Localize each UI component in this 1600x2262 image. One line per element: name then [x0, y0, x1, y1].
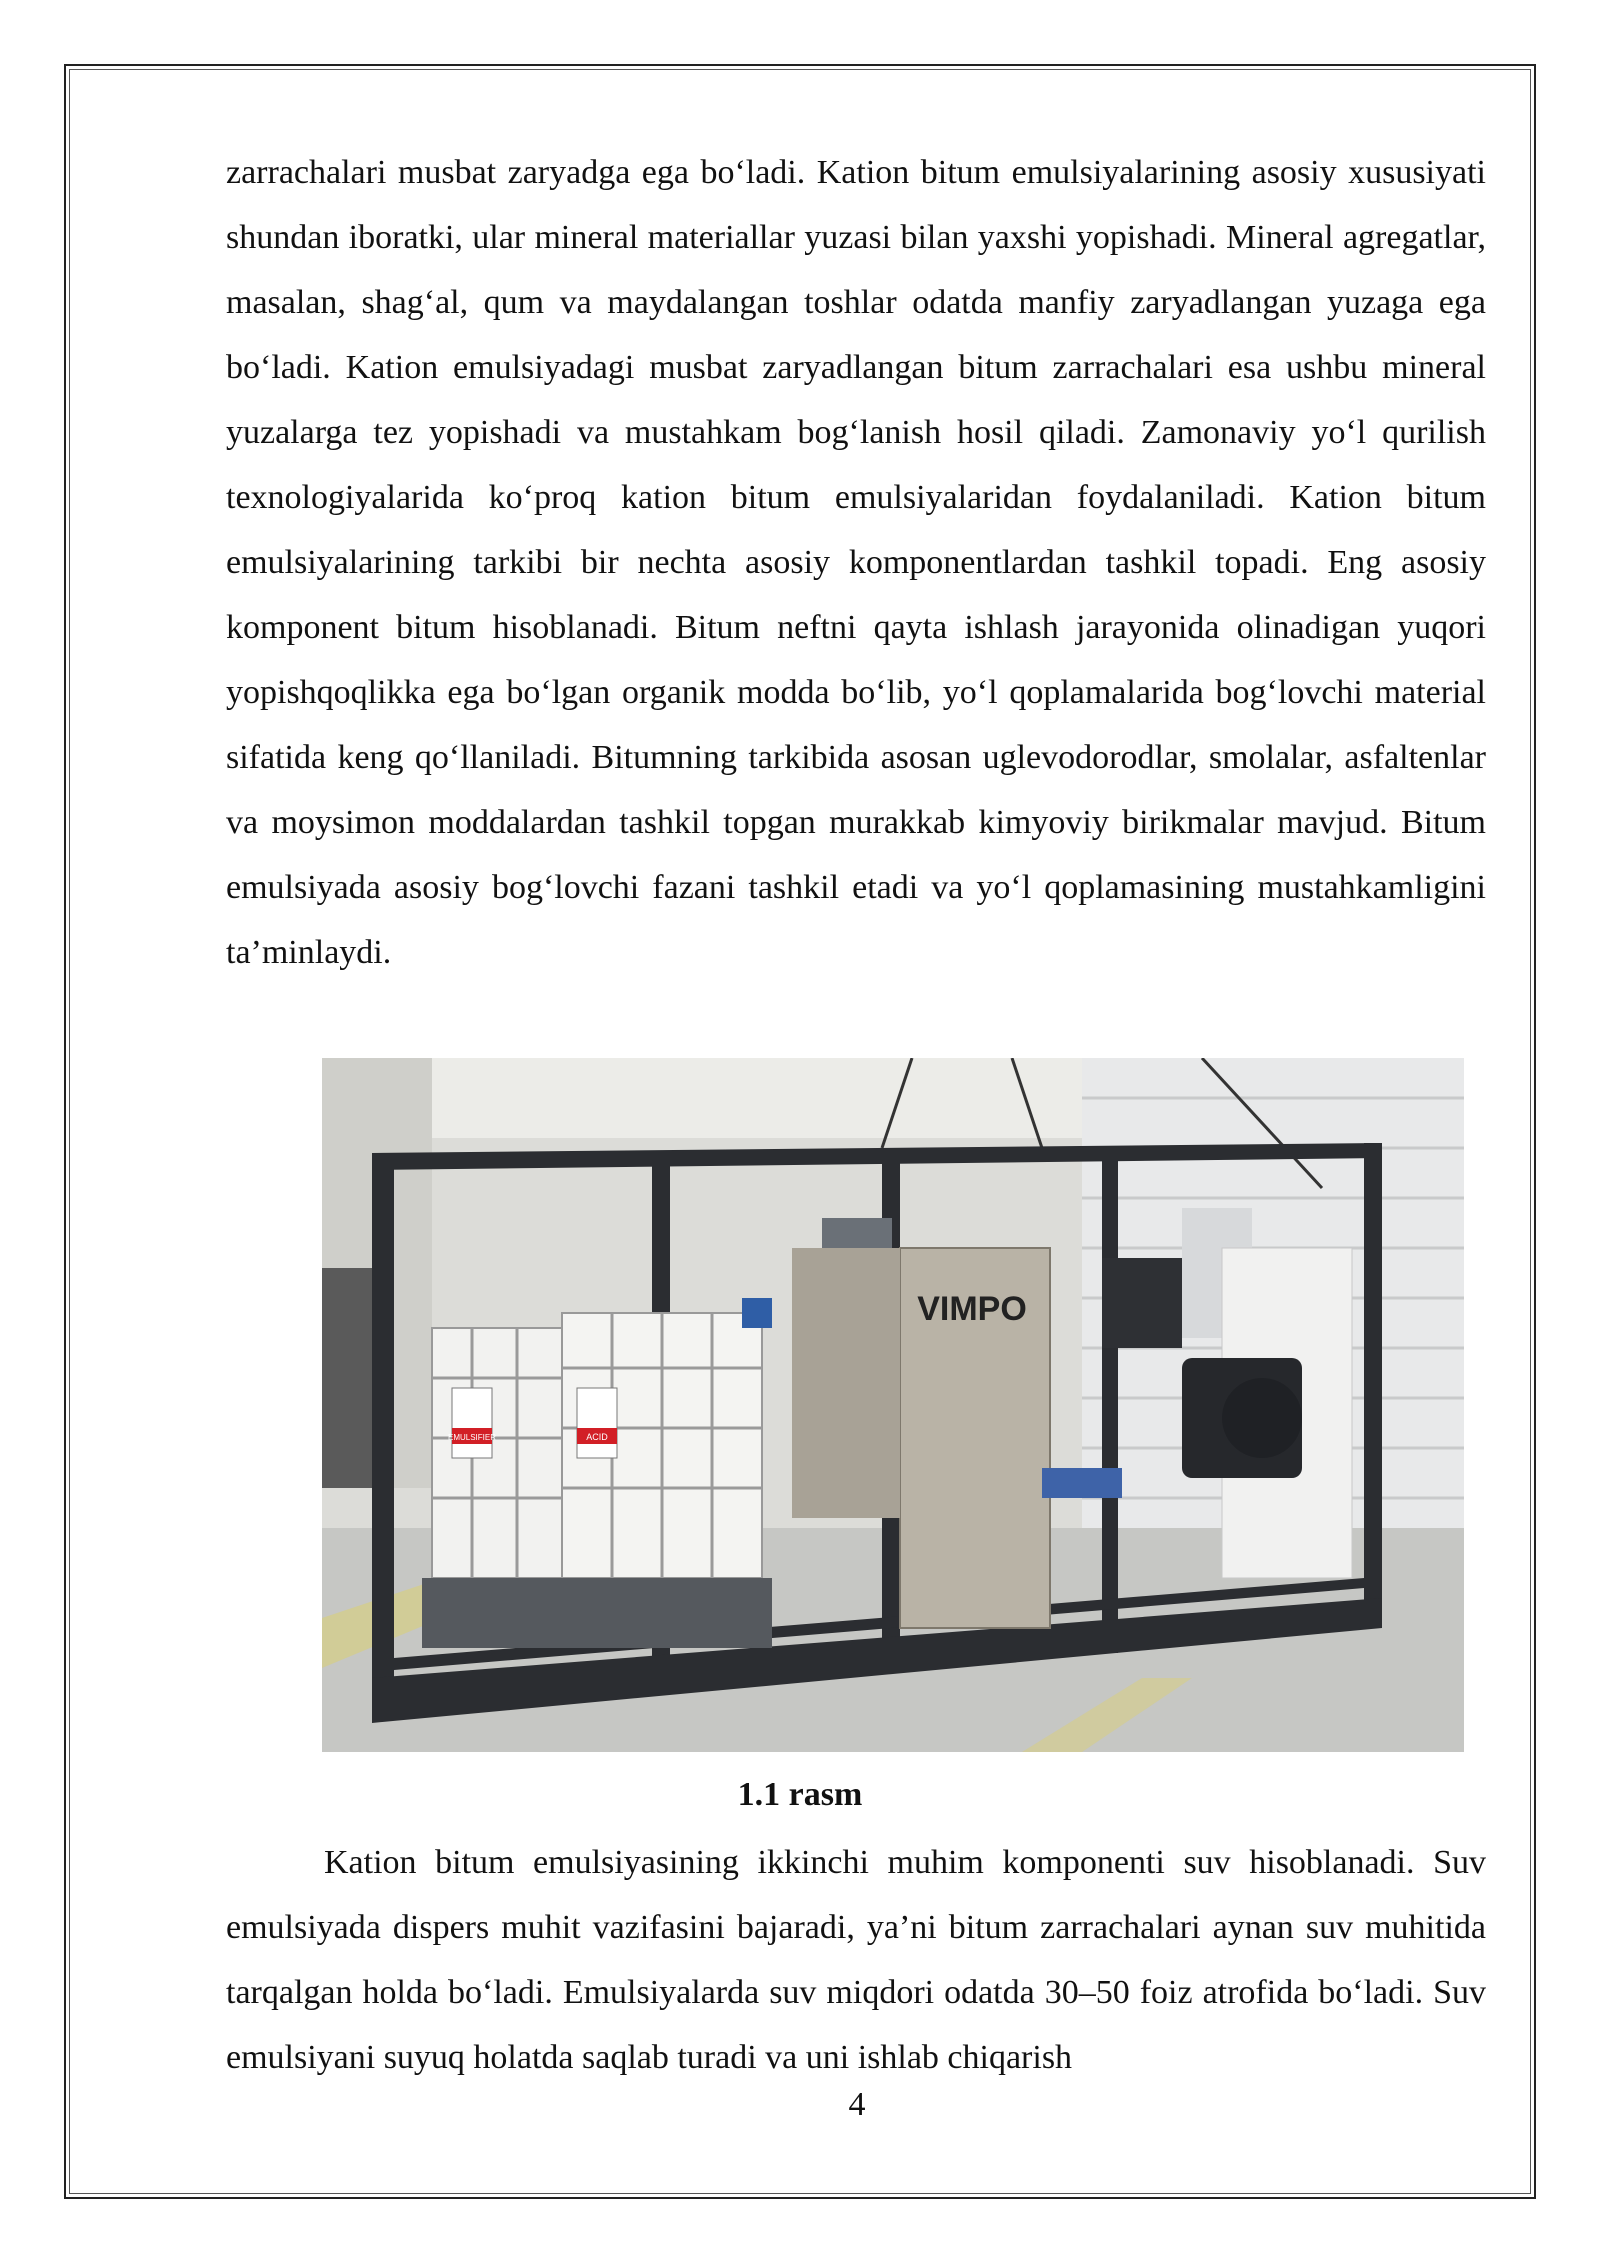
vessel-brand-label: VIMPO [917, 1290, 1027, 1328]
paragraph-2: Kation bitum emulsiyasining ikkinchi muhim komponenti suv hisoblanadi. Suv emulsiyada dispers muhit vazifasini bajaradi, ya’ni bitum zarrachalari aynan suv muhitida tarqalgan holda bo‘ladi. Emulsiyalarda suv miqdori odatda 30–50 foiz atrofida bo‘ladi. Suv emulsiyani suyuq holatda saqlab turadi va uni ishlab chiqarish [226, 1844, 1486, 2076]
paragraph-1: zarrachalari musbat zaryadga ega bo‘ladi. Kation bitum emulsiyalarining asosiy xususiyati shundan iboratki, ular mineral materiallar yuzasi bilan yaxshi yopishadi. Mineral agregatlar, masalan, shag‘al, qum va maydalangan toshlar odatda manfiy zaryadlangan yuzaga ega bo‘ladi. Kation emulsiyadagi musbat zaryadlangan bitum zarrachalari esa ushbu mineral yuzalarga tez yopishadi va mustahkam bog‘lanish hosil qiladi. Zamonaviy yo‘l qurilish texnologiyalarida ko‘proq kation bitum emulsiyalaridan foydalaniladi. Kation bitum emulsiyalarining tarkibi bir nechta asosiy komponentlardan tashkil topadi. Eng asosiy komponent bitum hisoblanadi. Bitum neftni qayta ishlash jarayonida olinadigan yuqori yopishqoqlikka ega bo‘lgan organik modda bo‘lib, yo‘l qoplamalarida bog‘lovchi material sifatida keng qo‘llaniladi. Bitumning tarkibida asosan uglevodorodlar, smolalar, asfaltenlar va moysimon moddalardan tashkil topgan murakkab kimyoviy birikmalar mavjud. Bitum emulsiyada asosiy bog‘lovchi fazani tashkil etadi va yo‘l qoplamasining mustahkamligini ta’minlaydi. [226, 154, 1486, 971]
tank-right-label: ACID [586, 1432, 608, 1442]
figure-caption: 1.1 rasm [737, 1776, 863, 1813]
figure-photo [322, 1058, 1464, 1752]
body-text-top [226, 140, 1486, 985]
page-number: 4 [848, 2086, 866, 2123]
emulsion-plant-photo [322, 1058, 1464, 1752]
body-text-bottom [226, 1830, 1486, 2090]
tank-left-label: EMULSIFIER [447, 1433, 497, 1442]
